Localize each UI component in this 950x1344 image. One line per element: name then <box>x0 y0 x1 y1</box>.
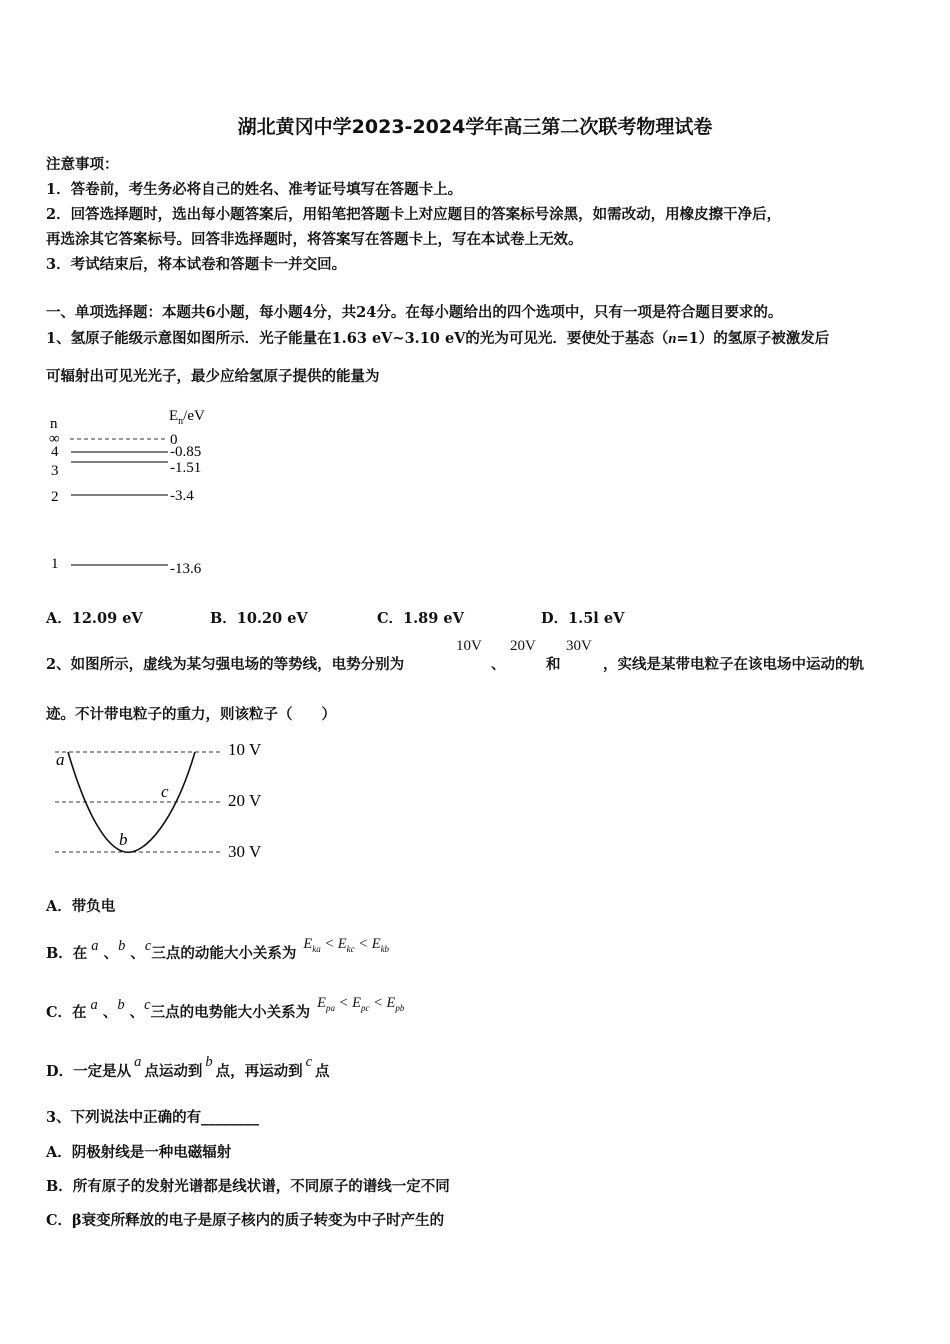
q3-stem: 3、下列说法中正确的有________ <box>46 1109 260 1126</box>
notice-item: 再选涂其它答案标号。回答非选择题时，将答案写在答题卡上，写在本试卷上无效。 <box>46 231 583 248</box>
q1-text: =1）的氢原子被激发后 <box>676 330 830 347</box>
option-text: 点，再运动到 <box>215 1063 303 1080</box>
q1-stem-line1 <box>46 327 829 348</box>
q1-stem-line2: 可辐射出可见光光子，最少应给氢原子提供的能量为 <box>46 368 380 385</box>
point-label-a: a <box>56 750 65 769</box>
q2-stem-line2: 迹。不计带电粒子的重力，则该粒子（ ） <box>46 706 336 723</box>
var-b: b <box>205 1054 213 1070</box>
level-n-label: ∞ <box>49 431 60 447</box>
q2-option-a: A．带负电 <box>46 898 116 915</box>
potential-label: 20 V <box>228 791 262 810</box>
energy-level-diagram <box>40 400 240 585</box>
q2-stem-part1: 2、如图所示，虚线为某匀强电场的等势线，电势分别为 <box>46 656 405 673</box>
equipotential-figure <box>45 730 285 865</box>
q1-option-b: B．10.20 eV <box>210 610 308 627</box>
level-n-label: 2 <box>51 489 59 505</box>
option-text: 、 <box>103 945 119 962</box>
option-text: 、 <box>130 945 145 962</box>
energy-axis-label: $E_n/eV$ <box>169 408 205 427</box>
q1-option-c: C．1.89 eV <box>377 610 464 627</box>
particle-trajectory <box>68 752 195 852</box>
q3-option-b: B．所有原子的发射光谱都是线状谱，不同原子的谱线一定不同 <box>46 1178 450 1195</box>
q2-option-d <box>46 1054 330 1081</box>
level-n-label: 1 <box>51 556 59 572</box>
option-text: 三点的动能大小关系为 <box>151 945 297 962</box>
option-text: D．一定是从 <box>46 1063 132 1080</box>
option-text: 三点的电势能大小关系为 <box>150 1004 311 1021</box>
point-label-b: b <box>119 830 128 849</box>
q2-potential-10v: 10V <box>456 638 482 654</box>
q2-stem-part2: ，实线是某带电粒子在该电场中运动的轨 <box>603 656 864 673</box>
potential-label: 10 V <box>228 740 262 759</box>
var-a: a <box>91 938 99 954</box>
notice-item: 2．回答选择题时，选出每小题答案后，用铅笔把答题卡上对应题目的答案标号涂黑，如需改动，用橡皮擦干净后， <box>46 206 782 223</box>
q3-option-a: A．阴极射线是一种电磁辐射 <box>46 1144 232 1161</box>
level-energy-label: -13.6 <box>170 561 202 577</box>
page-title: 湖北黄冈中学2023-2024学年高三第二次联考物理试卷 <box>237 116 713 138</box>
q1-option-d: D．1.5l eV <box>541 610 625 627</box>
option-text: 、 <box>102 1004 118 1021</box>
section-heading: 一、单项选择题：本题共6小题，每小题4分，共24分。在每小题给出的四个选项中，只有一项是符合题目要求的。 <box>46 304 783 321</box>
level-energy-label: -0.85 <box>170 444 202 460</box>
q3-option-c: C．β衰变所释放的电子是原子核内的质子转变为中子时产生的 <box>46 1212 445 1229</box>
kinetic-energy-relation: $E_{ka} < E_{kc} < E_{kb}$ <box>303 936 390 954</box>
q2-potential-20v: 20V <box>510 638 536 654</box>
notice-heading: 注意事项： <box>46 156 119 173</box>
notice-item: 1．答卷前，考生务必将自己的姓名、准考证号填写在答题卡上。 <box>46 181 463 198</box>
var-c: c <box>305 1054 313 1070</box>
level-energy-label: -1.51 <box>170 460 202 476</box>
var-a: a <box>134 1054 142 1070</box>
option-text: B．在 <box>46 945 88 962</box>
q2-option-b <box>46 936 390 964</box>
q1-n: n <box>668 331 677 347</box>
level-n-label: 3 <box>51 463 59 479</box>
point-label-c: c <box>161 782 169 801</box>
q2-option-c <box>46 995 405 1023</box>
level-n-label: 4 <box>51 444 59 460</box>
option-text: 点运动到 <box>144 1063 203 1080</box>
q2-separator: 和 <box>546 656 561 673</box>
q2-separator: 、 <box>491 656 506 673</box>
level-energy-label: 0 <box>170 432 178 448</box>
q1-text: 1、氢原子能级示意图如图所示．光子能量在1.63 eV~3.10 eV的光为可见光．要使处于基态（ <box>46 330 669 347</box>
level-energy-label: -3.4 <box>170 488 194 504</box>
var-c: c <box>144 997 151 1013</box>
var-a: a <box>90 997 98 1013</box>
option-text: 、 <box>129 1004 145 1021</box>
q1-option-a: A．12.09 eV <box>46 610 143 627</box>
option-text: 点 <box>315 1063 330 1080</box>
potential-energy-relation: $E_{pa} < E_{pc} < E_{pb}$ <box>317 995 405 1013</box>
var-c: c <box>144 938 152 954</box>
n-axis-label: n <box>50 416 58 432</box>
var-b: b <box>118 938 126 954</box>
potential-label: 30 V <box>228 842 262 861</box>
notice-item: 3．考试结束后，将本试卷和答题卡一并交回。 <box>46 256 347 273</box>
var-b: b <box>117 997 125 1013</box>
option-text: C．在 <box>46 1004 87 1021</box>
q2-potential-30v: 30V <box>566 638 592 654</box>
